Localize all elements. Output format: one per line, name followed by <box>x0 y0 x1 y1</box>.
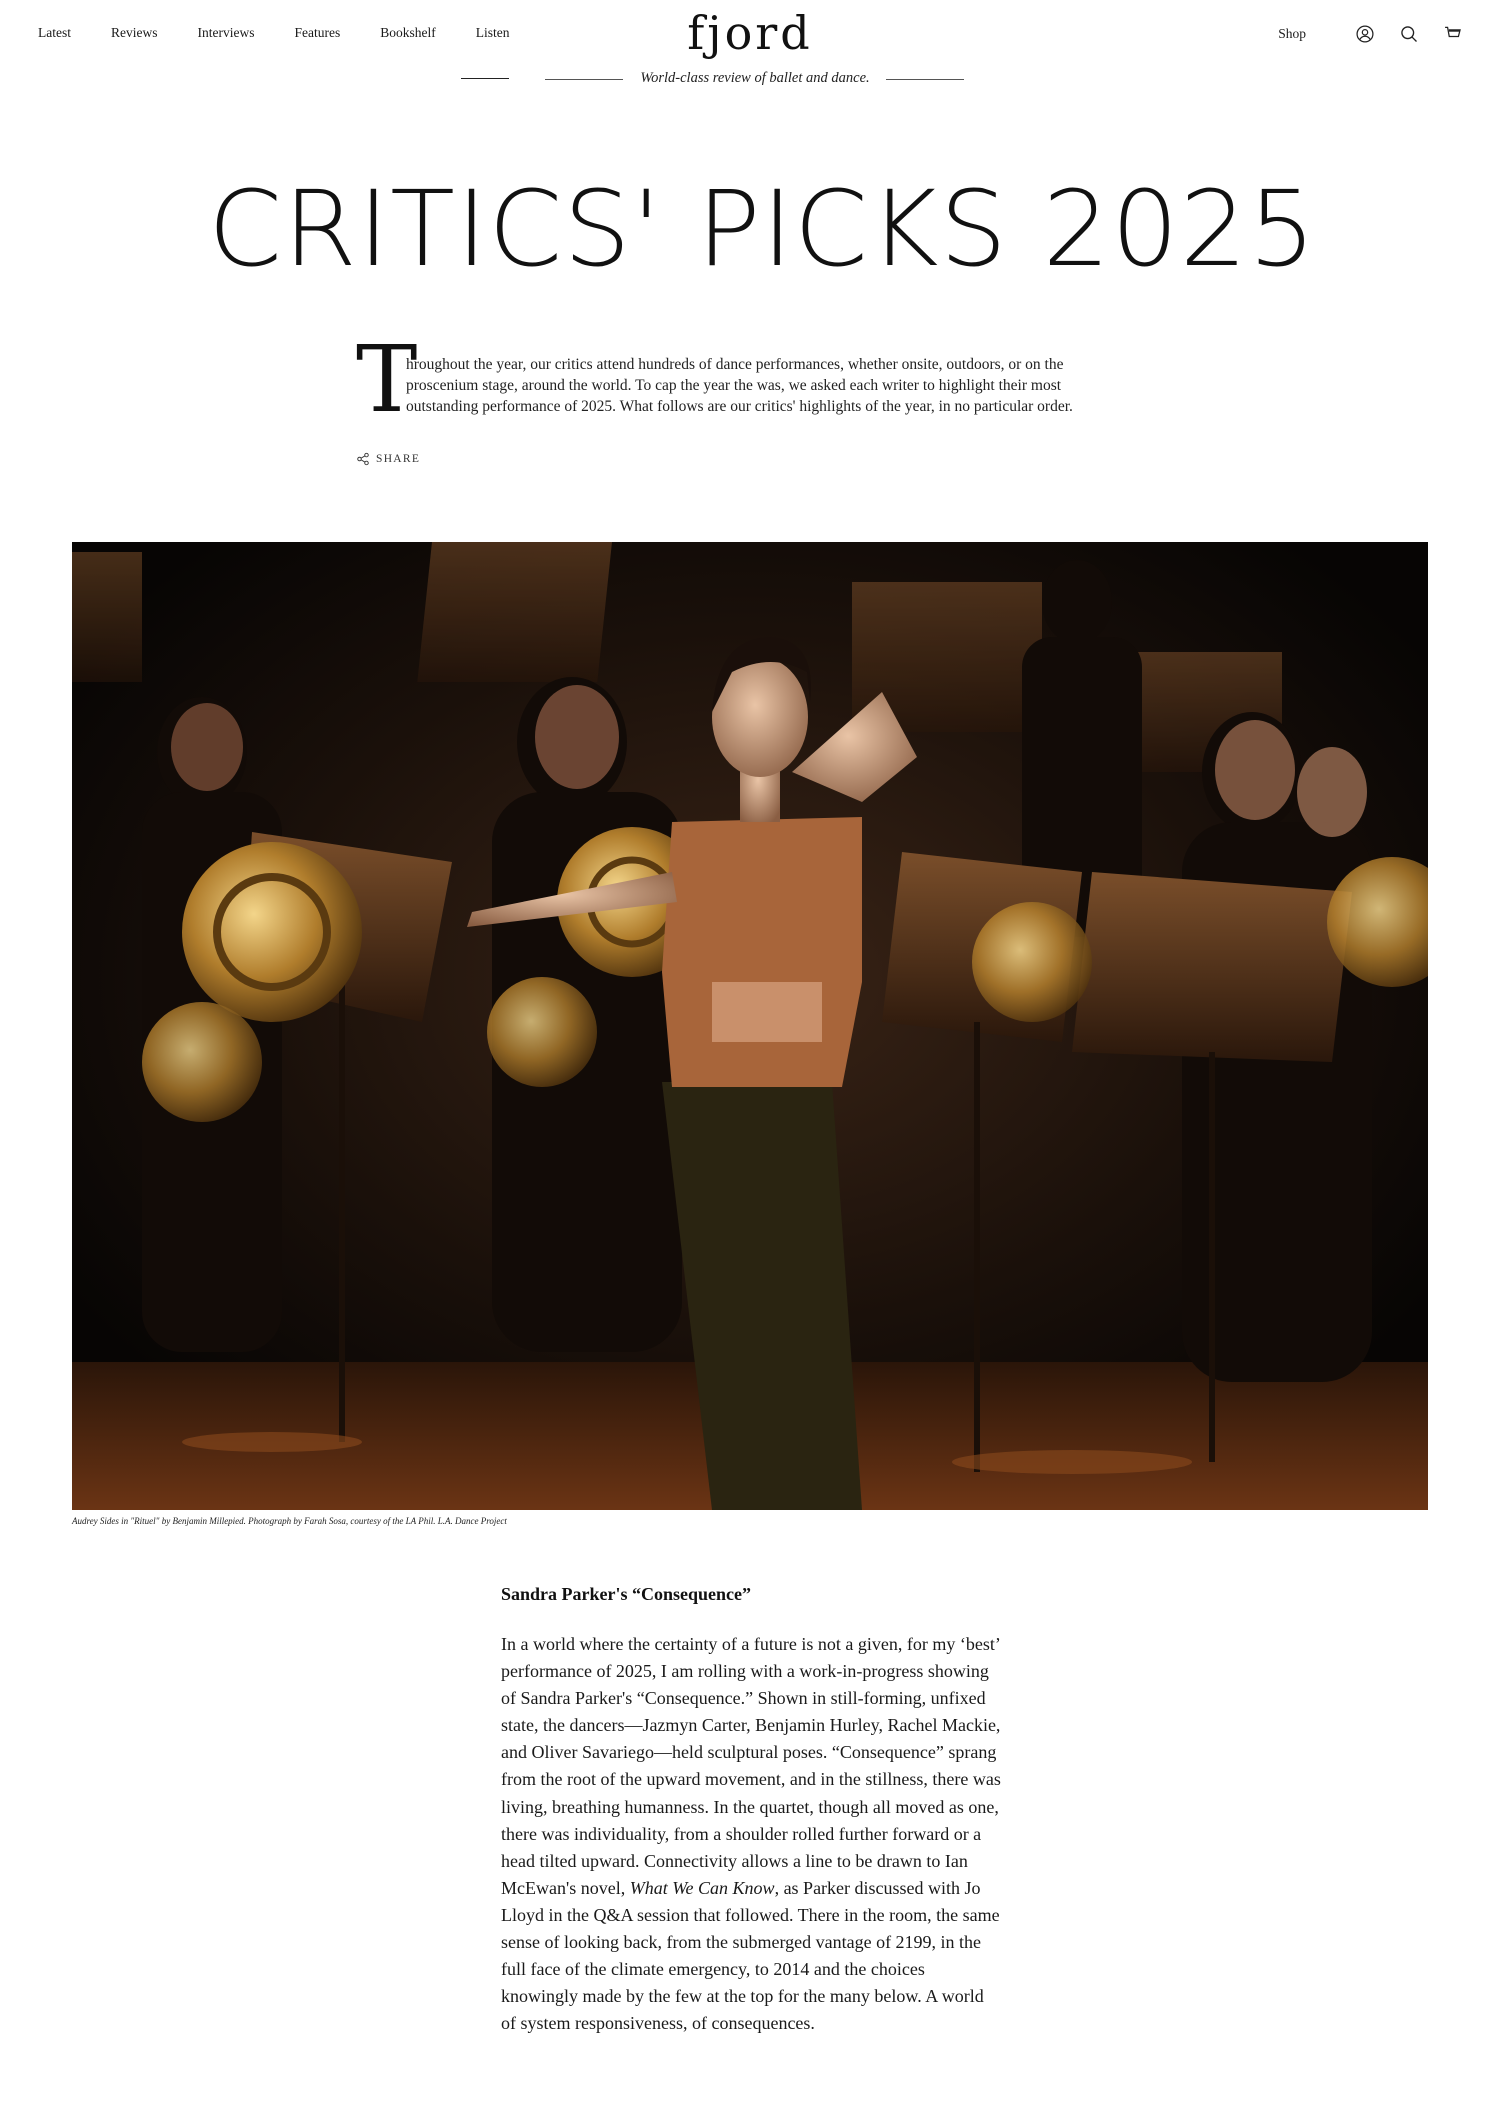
tagline-rule-left <box>545 79 623 80</box>
article-body <box>501 1631 1001 2037</box>
share-button[interactable] <box>356 452 420 466</box>
tagline-row <box>0 70 1500 90</box>
nav-interviews[interactable]: Interviews <box>197 25 255 40</box>
cart-icon[interactable] <box>1442 23 1464 45</box>
article-body-part2: , as Parker discussed with Jo Lloyd in the Q&A session that followed. There in the room, the same sense of looking back, from the submerged vantage of 2199, in the full face of the climate emergency, to 2014 and the choices knowingly made by the few at the top for the many below. A world of system responsiveness, of consequences. <box>501 1877 1000 2034</box>
page-title: CRITICS' PICKS 2025 <box>208 168 1317 290</box>
nav-bookshelf[interactable]: Bookshelf <box>380 25 436 40</box>
nav-features[interactable]: Features <box>294 25 341 40</box>
utility-nav <box>1278 23 1464 45</box>
photo-caption: Audrey Sides in "Rituel" by Benjamin Millepied. Photograph by Farah Sosa, courtesy of the LA Phil. L.A. Dance Project <box>72 1516 507 1526</box>
active-nav-underline <box>461 78 509 79</box>
hero-photo <box>72 542 1428 1510</box>
site-header <box>0 0 1500 100</box>
account-icon[interactable] <box>1354 23 1376 45</box>
site-logo[interactable]: fjord <box>687 6 813 60</box>
share-icon <box>356 452 370 466</box>
nav-latest[interactable]: Latest <box>38 25 71 40</box>
nav-shop[interactable]: Shop <box>1278 26 1306 41</box>
share-label: SHARE <box>376 453 421 465</box>
tagline-rule-right <box>886 79 964 80</box>
intro <box>356 326 1136 433</box>
search-icon[interactable] <box>1398 23 1420 45</box>
article-heading: Sandra Parker's “Consequence” <box>501 1584 752 1604</box>
intro-text: hroughout the year, our critics attend hundreds of dance performances, whether onsite, outdoors, or on the proscenium stage, around the world. To cap the year the was, we asked each writer to highlight their most outstanding performance of 2025. What follows are our critics' highlights of the year, in no particular order. <box>406 356 1073 415</box>
book-title: What We Can Know <box>629 1877 775 1898</box>
article-body-part1: In a world where the certainty of a future is not a given, for my ‘best’ performance of 2025, I am rolling with a work-in-progress showing of Sandra Parker's “Consequence.” Shown in still-forming, unfixed state, the dancers—Jazmyn Carter, Benjamin Hurley, Rachel Mackie, and Oliver Savariego—held sculptural poses. “Consequence” sprang from the root of the upward movement, and in the stillness, there was living, breathing humanness. In the quartet, though all moved as one, there was individuality, from a shoulder rolled further forward or a head tilted upward. Connectivity allows a line to be drawn to Ian McEwan's novel, <box>501 1634 1001 1898</box>
nav-reviews[interactable]: Reviews <box>111 25 158 40</box>
nav-listen[interactable]: Listen <box>475 25 510 40</box>
site-tagline: World-class review of ballet and dance. <box>640 70 870 86</box>
article-section <box>501 1584 1001 2037</box>
intro-dropcap: T <box>356 326 418 433</box>
